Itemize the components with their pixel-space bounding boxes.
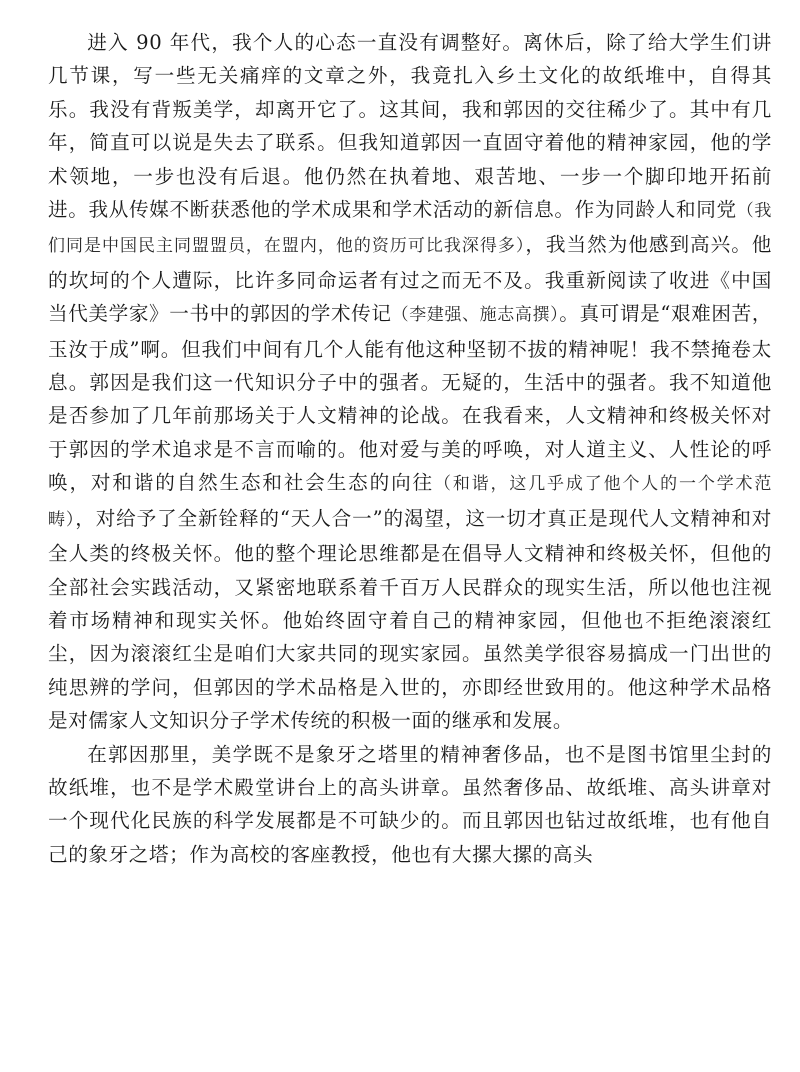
paragraph-1-note-3: （和谐，这几乎成了他个人的一个学术范畴） <box>48 474 772 530</box>
paragraph-2 <box>48 738 772 872</box>
paragraph-1-text-4: ，对给予了全新铨释的“天人合一”的渴望，这一切才真正是现代人文精神和对全人类的终极关怀。他的整个理论思维都是在倡导人文精神和终极关怀，但他的全部社会实践活动，又紧密地联系着千百万人民群众的现实生活，所以他也注视着市场精神和现实关怀。他始终固守着自己的精神家园，但他也不拒绝滚滚红尘，因为滚滚红尘是咱们大家共同的现实家园。虽然美学很容易搞成一门出世的纯思辨的学问，但郭因的学术品格是入世的，亦即经世致用的。他这种学术品格是对儒家人文知识分子学术传统的积极一面的继承和发展。 <box>48 506 772 733</box>
paragraph-1 <box>48 26 772 738</box>
paragraph-1-text-3: 。真可谓是“艰难困苦，玉汝于成”啊。但我们中间有几个人能有他这种坚韧不拔的精神呢！我不禁掩卷太息。郭因是我们这一代知识分子中的强者。无疑的，生活中的强者。我不知道他是否参加了几年前那场关于人文精神的论战。在我看来，人文精神和终极关怀对于郭因的学术追求是不言而喻的。他对爱与美的呼唤，对人道主义、人性论的呼唤，对和谐的自然生态和社会生态的向往 <box>48 302 773 495</box>
paragraph-2-text-1: 在郭因那里，美学既不是象牙之塔里的精神奢侈品，也不是图书馆里尘封的故纸堆，也不是学术殿堂讲台上的高头讲章。虽然奢侈品、故纸堆、高头讲章对一个现代化民族的科学发展都是不可缺少的。而且郭因也钻过故纸堆，也有他自己的象牙之塔；作为高校的客座教授，他也有大摞大摞的高头 <box>48 742 772 866</box>
paragraph-1-note-1: （我们同是中国民主同盟盟员，在盟内，他的资历可比我深得多） <box>48 201 772 257</box>
document-page <box>48 26 772 871</box>
paragraph-1-text-2: ，我当然为他感到高兴。他的坎坷的个人遭际，比许多同命运者有过之而无不及。我重新阅读了收进《中国当代美学家》一书中的郭因的学术传记 <box>48 233 773 326</box>
paragraph-1-note-2: （李建强、施志高撰） <box>391 305 560 326</box>
paragraph-1-text-1: 进入 90 年代，我个人的心态一直没有调整好。离休后，除了给大学生们讲几节课，写一些无关痛痒的文章之外，我竟扎入乡土文化的故纸堆中，自得其乐。我没有背叛美学，却离开它了。这其间，我和郭因的交往稀少了。其中有几年，简直可以说是失去了联系。但我知道郭因一直固守着他的精神家园，他的学术领地，一步也没有后退。他仍然在执着地、艰苦地、一步一个脚印地开拓前进。我从传媒不断获悉他的学术成果和学术活动的新信息。作为同龄人和同党 <box>48 31 772 222</box>
